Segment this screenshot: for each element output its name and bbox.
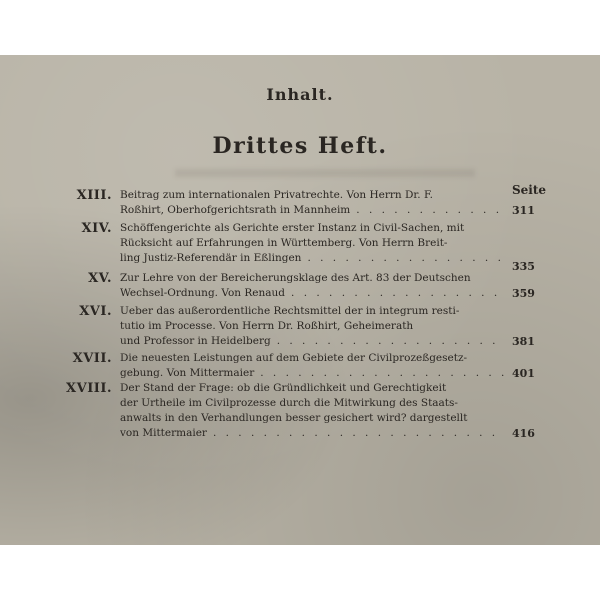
entry-number: XV. [88,271,112,286]
entry-text [120,271,540,301]
entry-text [120,381,540,441]
entry-number: XVII. [72,351,112,366]
entry-line: Ueber das außerordentliche Rechtsmittel der in integrum resti- [120,305,460,317]
entry-line-text: von Mittermaier [120,427,207,439]
bleed-through-mark [175,169,475,177]
entry-page-number: 416 [512,427,535,440]
entry-line-text: Wechsel-Ordnung. Von Renaud [120,287,286,299]
entry-page-number: 359 [512,287,535,300]
entry-page-number: 381 [512,335,535,348]
contents-title: Inhalt. [266,85,334,104]
entry-line [120,334,505,349]
entry-page-number: 311 [512,204,535,217]
entry-number: XVIII. [66,381,112,396]
leader-dots [356,203,505,218]
leader-dots [213,426,505,441]
entry-text [120,221,540,273]
entry-page-number: 401 [512,367,535,380]
leader-dots [277,334,505,349]
entry-line-text: gebung. Von Mittermaier [120,367,255,379]
entry-line-text: und Professor in Heidelberg [120,335,271,347]
entry-line: Der Stand der Frage: ob die Gründlichkeit und Gerechtigkeit [120,382,447,394]
entry-line: Zur Lehre von der Bereicherungsklage des Art. 83 der Deutschen [120,272,471,284]
entry-number: XVI. [79,304,112,319]
entry-line: Schöffengerichte als Gerichte erster Instanz in Civil-Sachen, mit [120,222,465,234]
entry-line [120,203,505,218]
page-column-header: Seite [512,183,547,197]
entry-line [120,366,505,381]
book-page [0,55,600,545]
entry-line: Rücksicht auf Erfahrungen in Württemberg. Von Herrn Breit- [120,237,448,249]
entry-line: tutio im Processe. Von Herrn Dr. Roßhirt, Geheimerath [120,320,414,332]
entry-text [120,304,540,349]
entry-text [120,188,540,218]
entry-page-number: 335 [512,260,535,273]
entry-line [120,286,505,301]
entry-line [120,251,505,266]
entry-line: anwalts in den Verhandlungen besser gesichert wird? dargestellt [120,412,468,424]
leader-dots [260,366,505,381]
entry-line-text: ling Justiz-Referendär in Eßlingen [120,252,302,264]
entry-line-text: Roßhirt, Oberhofgerichtsrath in Mannheim [120,204,351,216]
entry-number: XIV. [81,221,112,236]
entry-text [120,351,540,381]
entry-line: Die neuesten Leistungen auf dem Gebiete der Civilprozeßgesetz- [120,352,468,364]
entry-number: XIII. [76,188,112,203]
leader-dots [291,286,505,301]
issue-title: Drittes Heft. [212,133,388,159]
entry-line: der Urtheile im Civilprozesse durch die Mitwirkung des Staats- [120,397,458,409]
entry-line [120,426,505,441]
entry-line: Beitrag zum internationalen Privatrechte. Von Herrn Dr. F. [120,189,433,201]
leader-dots [307,251,505,266]
